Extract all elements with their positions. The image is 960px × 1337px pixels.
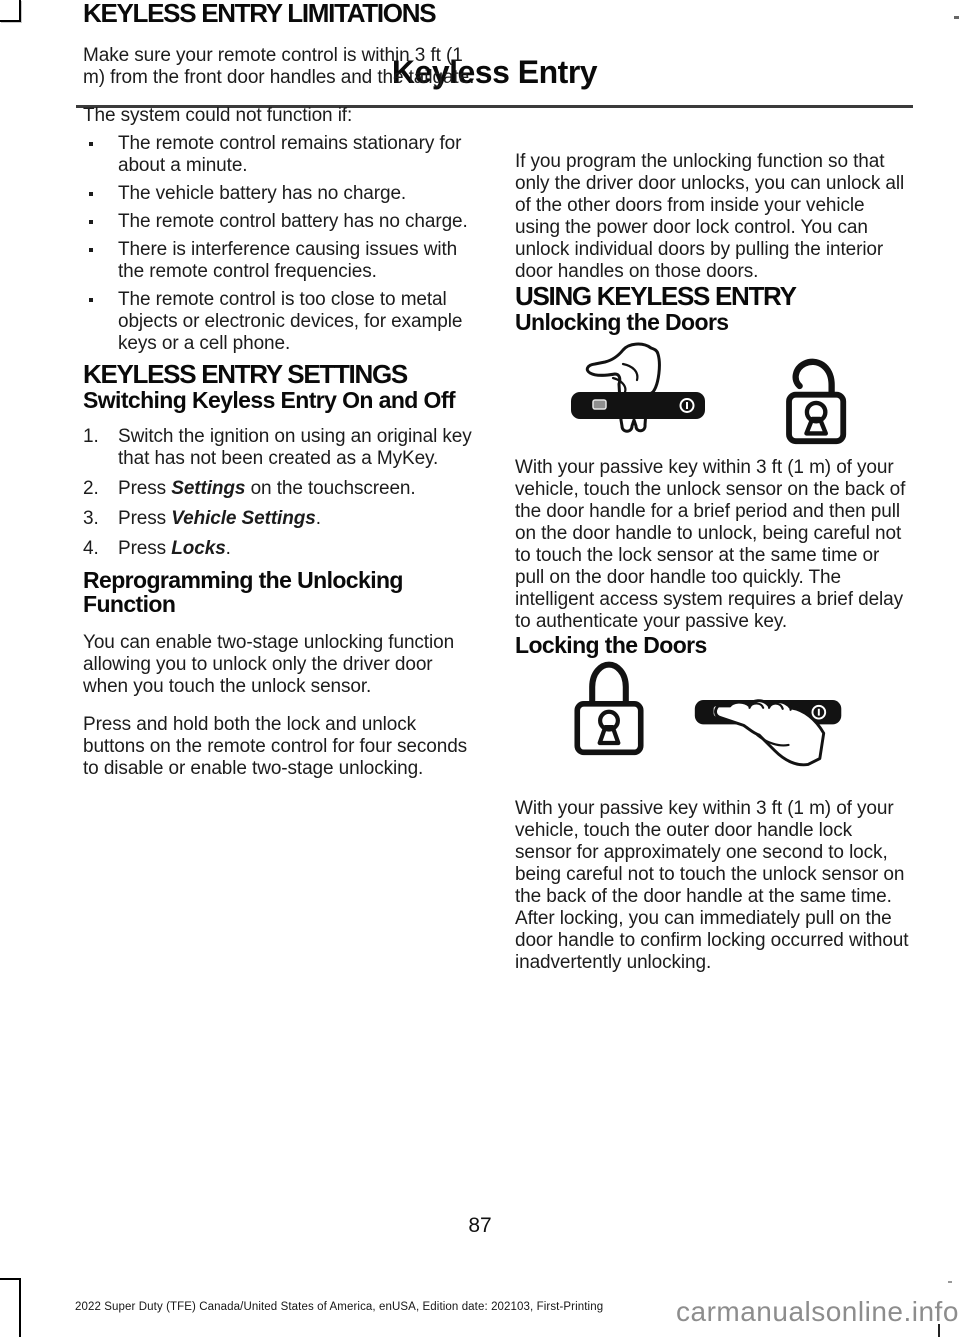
paragraph: If you program the unlocking function so that only the driver door unlocks, you can unlock all of the other doors from inside your vehicle using the power door lock control. You can unlock individual doors by pulling the interior door handles on those doors. <box>515 151 905 282</box>
hand-touch-lock-sensor-icon <box>687 657 853 784</box>
bullet-text: The remote control is too close to metal objects or electronic devices, for example keys or a cell phone. <box>118 289 463 354</box>
section-heading-keyless-entry-limitations: KEYLESS ENTRY LIMITATIONS <box>83 0 436 28</box>
bullet-text: The remote control battery has no charge. <box>118 211 468 232</box>
subheading-reprogramming-unlocking: Reprogramming the Unlocking Function <box>83 567 403 617</box>
list-item <box>83 426 479 470</box>
step-text: Press <box>118 538 172 559</box>
list-item <box>83 538 479 560</box>
crop-mark-top-right <box>954 16 959 19</box>
step-emphasis: Settings <box>171 478 246 499</box>
list-item <box>83 289 479 355</box>
list-item <box>83 133 479 177</box>
paragraph: Make sure your remote control is within 3 ft (1 m) from the front door handles and the tailgate. <box>83 45 475 88</box>
list-item <box>83 478 479 500</box>
section-heading-using-keyless-entry: USING KEYLESS ENTRY <box>515 281 796 311</box>
crop-mark-top-left <box>0 0 21 22</box>
step-number: 4. <box>83 538 99 559</box>
paragraph: You can enable two-stage unlocking function allowing you to unlock only the driver door when you touch the unlock sensor. <box>83 632 455 697</box>
paragraph: Press and hold both the lock and unlock buttons on the remote control for four seconds to disable or enable two-stage unlocking. <box>83 714 468 779</box>
subheading-locking-the-doors: Locking the Doors <box>515 632 707 658</box>
settings-steps-list <box>83 426 479 560</box>
step-emphasis: Locks <box>171 538 226 559</box>
step-text: Press <box>118 478 172 499</box>
step-emphasis: Vehicle Settings <box>171 508 316 529</box>
subheading-unlocking-the-doors: Unlocking the Doors <box>515 309 729 335</box>
hand-touch-unlock-sensor-icon <box>557 334 727 449</box>
watermark-text: carmanualsonline.info <box>676 1296 959 1327</box>
list-item <box>83 183 479 205</box>
step-text: . <box>315 508 321 529</box>
right-column <box>515 0 913 974</box>
list-item <box>83 508 479 530</box>
edition-footer-text: 2022 Super Duty (TFE) Canada/United States of America, enUSA, Edition date: 202103, First-Printing <box>75 1301 604 1313</box>
bullet-text: The remote control remains stationary for about a minute. <box>118 133 462 176</box>
unlocking-illustration <box>515 334 913 449</box>
crop-mark-bottom-left <box>0 1278 21 1337</box>
list-item <box>83 211 479 233</box>
step-number: 3. <box>83 508 99 529</box>
limitations-bullet-list <box>83 133 479 355</box>
step-text: Press <box>118 508 172 529</box>
list-item <box>83 239 479 283</box>
page-number: 87 <box>468 1214 492 1237</box>
paragraph: With your passive key within 3 ft (1 m) of your vehicle, touch the unlock sensor on the back of the door handle for a brief period and then pull on the door handle to unlock, being careful not to touch the lock sensor at the same time or pull on the door handle too quickly. The intelligent access system requires a brief delay to authenticate your passive key. <box>515 457 906 632</box>
crop-mark-bottom-right <box>948 1281 952 1283</box>
bullet-text: The vehicle battery has no charge. <box>118 183 407 204</box>
left-column <box>83 0 479 780</box>
locking-illustration <box>515 657 913 784</box>
section-heading-keyless-entry-settings: KEYLESS ENTRY SETTINGS <box>83 359 407 389</box>
step-number: 2. <box>83 478 99 499</box>
paragraph: The system could not function if: <box>83 105 353 126</box>
step-text: Switch the ignition on using an original key that has not been created as a MyKey. <box>118 426 472 469</box>
subheading-switching-keyless-entry: Switching Keyless Entry On and Off <box>83 387 455 413</box>
step-text: on the touchscreen. <box>245 478 416 499</box>
step-text: . <box>225 538 231 559</box>
bullet-text: There is interference causing issues with the remote control frequencies. <box>118 239 458 282</box>
step-number: 1. <box>83 426 99 447</box>
paragraph: With your passive key within 3 ft (1 m) of your vehicle, touch the outer door handle lock sensor for approximately one second to lock, being careful not to touch the unlock sensor on the back of the door handle at the same time. After locking, you can immediately pull on the door handle to confirm locking occurred without inadvertently unlocking. <box>515 798 909 973</box>
page-title: Keyless Entry <box>391 54 598 90</box>
open-padlock-icon <box>781 354 859 446</box>
closed-padlock-icon <box>571 659 647 757</box>
